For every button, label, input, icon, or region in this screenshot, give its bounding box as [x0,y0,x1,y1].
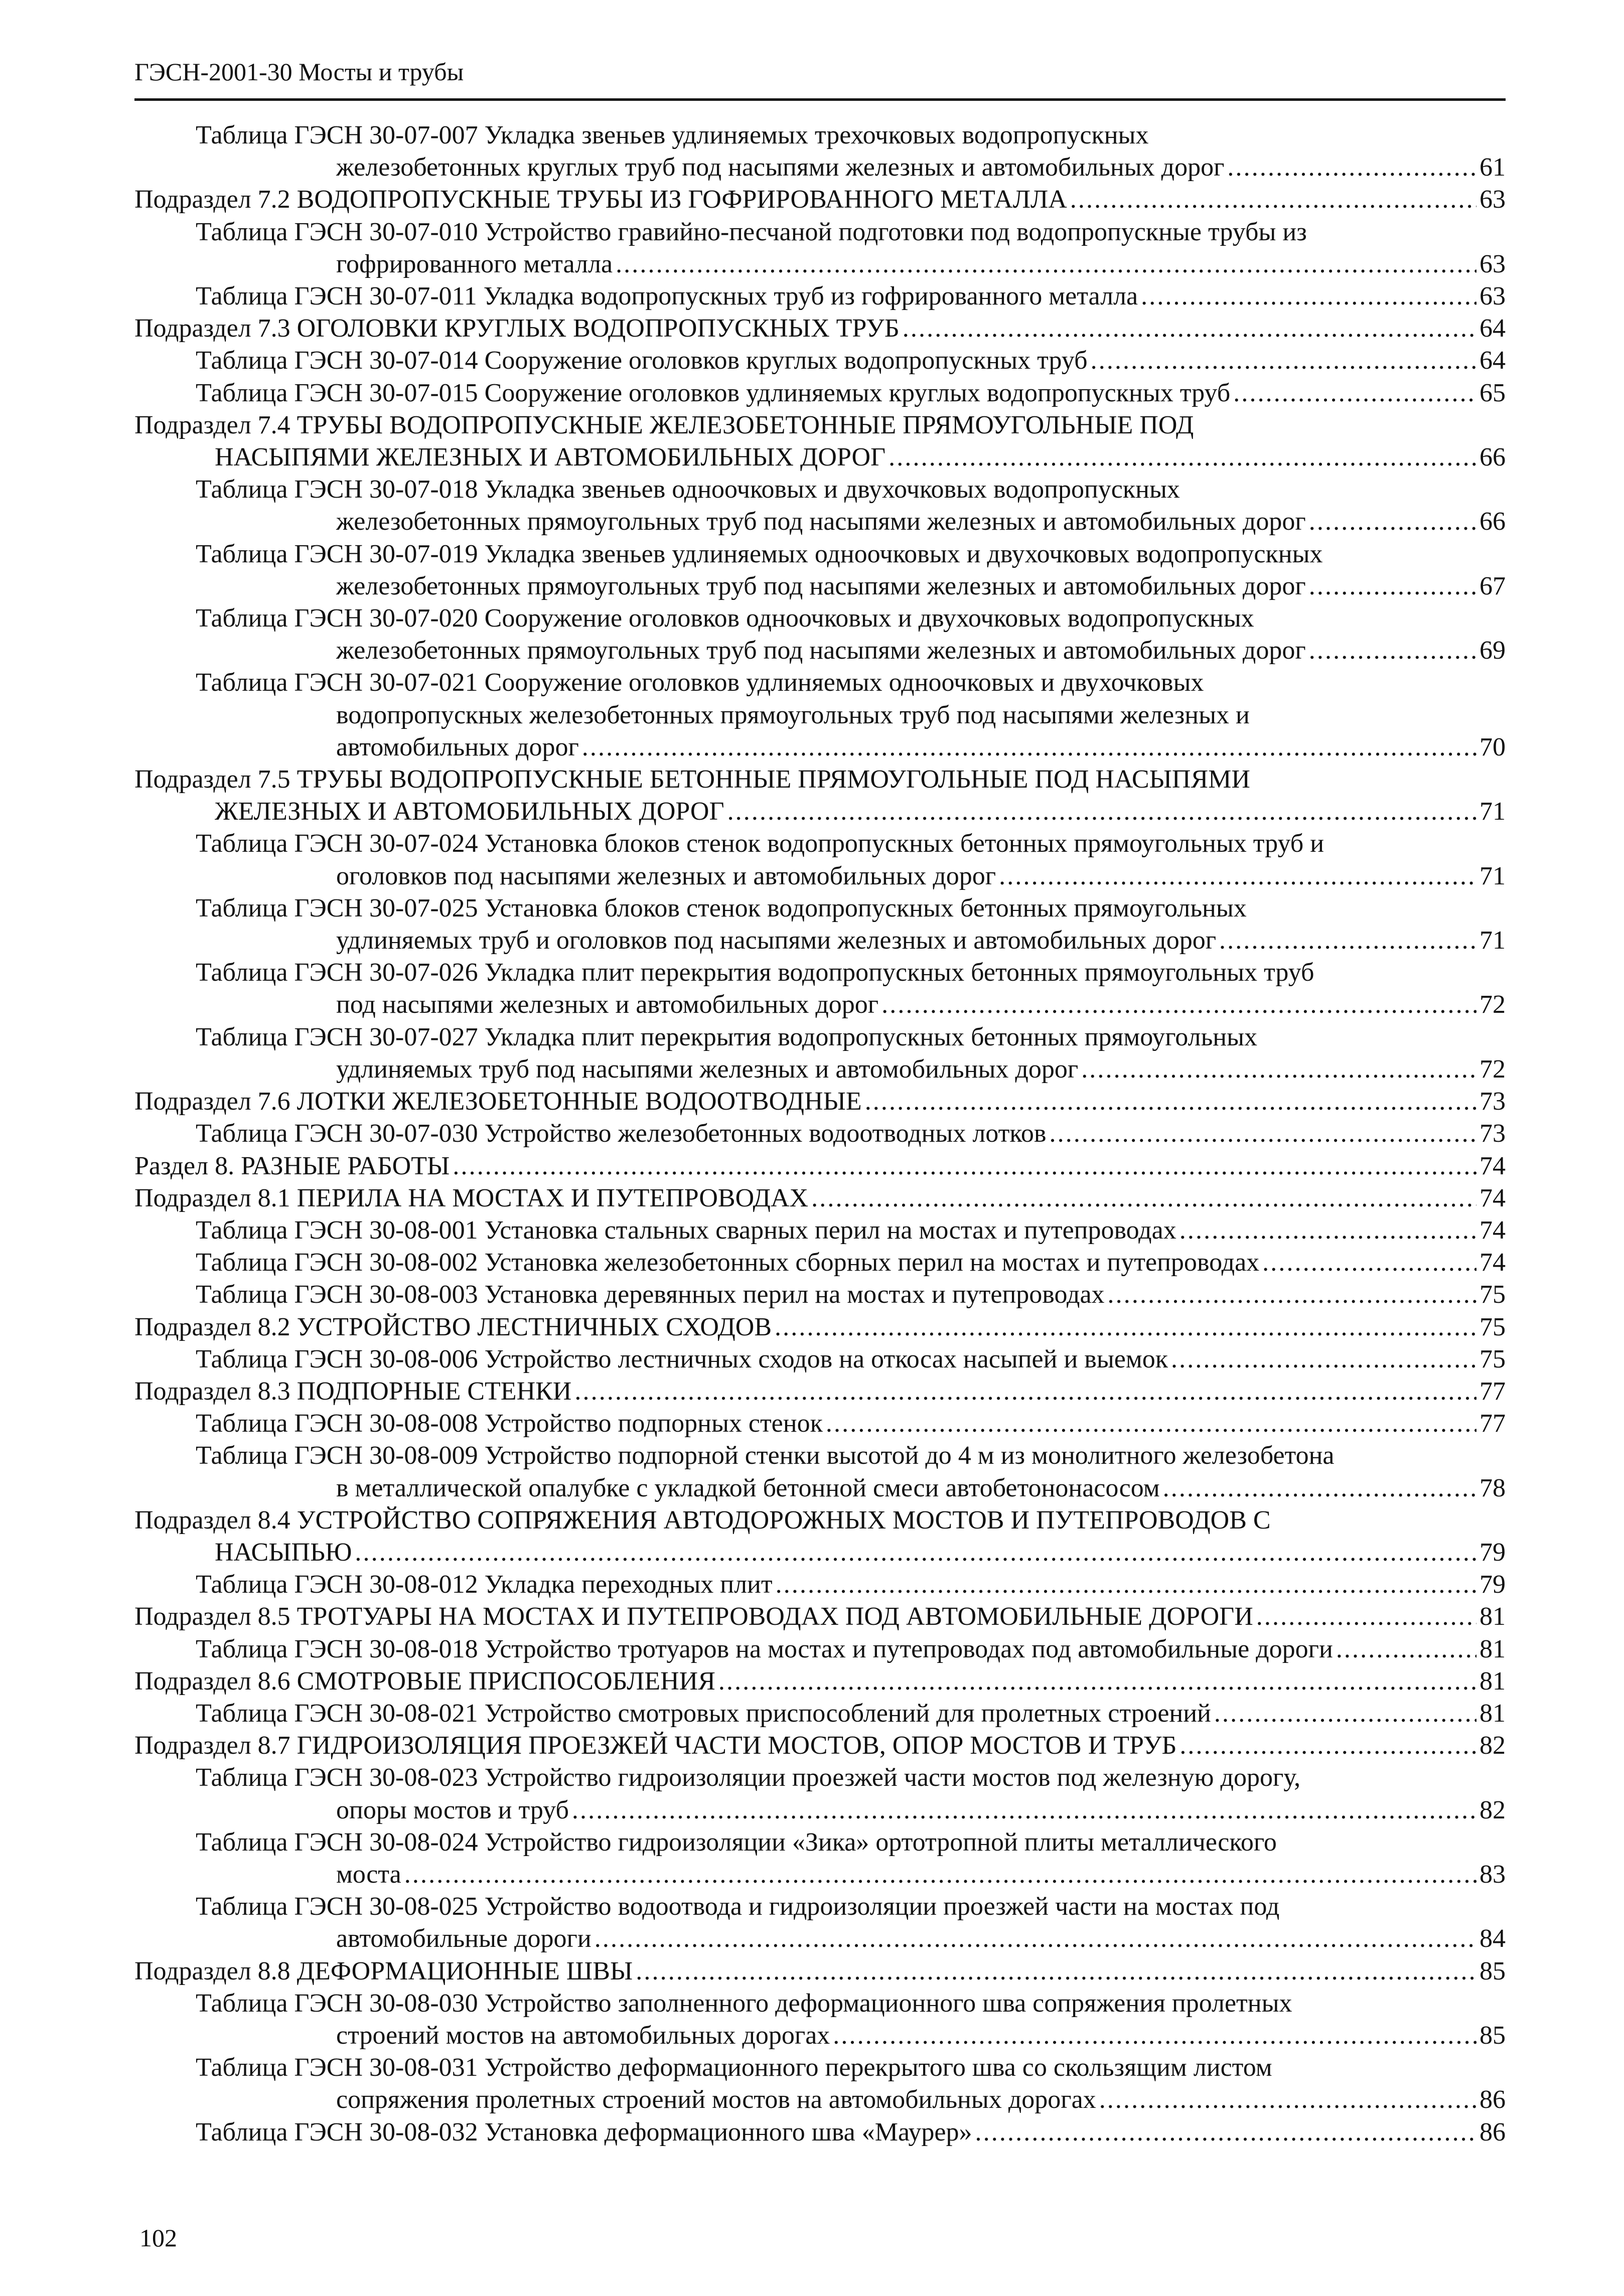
toc-section-entry [134,313,1506,345]
dot-leader [595,1923,1477,1955]
toc-section-entry [134,1086,1506,1118]
toc-page-number: 83 [1480,1860,1506,1889]
toc-entry-row [196,280,1506,313]
toc-section-entry [134,1504,1506,1569]
toc-entry-row [196,1247,1506,1279]
dot-leader [1179,1214,1477,1247]
toc-page-number: 74 [1480,1151,1506,1180]
toc-table-entry [134,828,1506,892]
toc-page-number: 73 [1480,1119,1506,1148]
dot-leader [1262,1247,1477,1279]
toc-table-entry [134,1698,1506,1730]
dot-leader [1081,1053,1477,1086]
toc-page-number: 70 [1480,732,1506,761]
dot-leader [826,1408,1477,1440]
page-number: 102 [139,2224,177,2252]
toc-page-number: 73 [1480,1087,1506,1116]
dot-leader [1214,1698,1477,1730]
toc-entry-text: в металлической опалубке с укладкой бетонной смеси автобетононасосом [336,1473,1160,1502]
dot-leader [572,1794,1477,1826]
toc-table-entry [134,1279,1506,1311]
toc-entry-text: Подраздел 8.6 СМОТРОВЫЕ ПРИСПОСОБЛЕНИЯ [134,1666,715,1696]
toc-page-number: 63 [1480,282,1506,311]
toc-entry-text: Раздел 8. РАЗНЫЕ РАБОТЫ [134,1151,450,1180]
toc-page-number: 63 [1480,249,1506,278]
toc-table-entry [134,892,1506,957]
dot-leader [404,1859,1477,1891]
toc-entry-text: Таблица ГЭСН 30-07-015 Сооружение оголовков удлиняемых круглых водопропускных труб [196,378,1231,407]
dot-leader [1108,1279,1477,1311]
toc-entry-row [196,635,1506,667]
toc-entry-row [196,1279,1506,1311]
toc-entry-text: сопряжения пролетных строений мостов на автомобильных дорогах [336,2085,1096,2114]
toc-entry-text: оголовков под насыпями железных и автомобильных дорог [336,861,996,890]
toc-entry-text: гофрированного металла [336,249,613,278]
dot-leader [453,1150,1477,1182]
dot-leader [1070,184,1477,216]
toc-entry-text: железобетонных прямоугольных труб под насыпями железных и автомобильных дорог [336,636,1306,665]
toc-entry-text: Таблица ГЭСН 30-07-020 Сооружение оголовков одноочковых и двухочковых водопропускных [196,604,1254,633]
toc-page-number: 86 [1480,2085,1506,2114]
toc-entry-text: Таблица ГЭСН 30-08-001 Установка стальных сварных перил на мостах и путепроводах [196,1215,1176,1245]
toc-page-number: 77 [1480,1376,1506,1406]
dot-leader [811,1182,1477,1214]
toc-entry-row [196,248,1506,280]
header-rule [134,98,1506,101]
toc-entry-row [134,796,1506,828]
toc-entry-text: Подраздел 8.7 ГИДРОИЗОЛЯЦИЯ ПРОЕЗЖЕЙ ЧАСТИ МОСТОВ, ОПОР МОСТОВ И ТРУБ [134,1731,1177,1760]
toc-table-entry [134,1247,1506,1279]
toc-entry-text: строений мостов на автомобильных дорогах [336,2021,830,2050]
toc-entry-text: Таблица ГЭСН 30-07-018 Укладка звеньев одноочковых и двухочковых водопропускных [196,475,1180,504]
toc-page-number: 81 [1480,1634,1506,1663]
dot-leader [616,248,1477,280]
toc-entry-row [196,1118,1506,1150]
toc-entry-row [196,570,1506,602]
toc-entry-row [134,184,1506,216]
toc-table-entry [134,119,1506,184]
toc-page-number: 78 [1480,1473,1506,1502]
toc-entry-text: Таблица ГЭСН 30-08-025 Устройство водоотвода и гидроизоляции проезжей части на мостах под [196,1892,1280,1921]
toc-page-number: 63 [1480,185,1506,214]
dot-leader [776,1569,1477,1601]
toc-entry-text: Таблица ГЭСН 30-07-007 Укладка звеньев удлиняемых трехочковых водопропускных [196,121,1149,149]
toc-entry-row [134,1537,1506,1569]
toc-section-entry [134,1375,1506,1408]
toc-entry-text: железобетонных круглых труб под насыпями железных и автомобильных дорог [336,153,1225,182]
toc-entry-text: удлиняемых труб под насыпями железных и автомобильных дорог [336,1054,1079,1084]
dot-leader [727,796,1477,828]
toc-entry-row [134,1311,1506,1343]
toc-entry-row [196,1698,1506,1730]
toc-page-number: 74 [1480,1183,1506,1212]
toc-entry-text: удлиняемых труб и оголовков под насыпями железных и автомобильных дорог [336,926,1217,955]
toc-page-number: 75 [1480,1312,1506,1341]
toc-entry-row [196,345,1506,377]
toc-page-number: 81 [1480,1666,1506,1696]
toc-page-number: 67 [1480,571,1506,600]
toc-entry-text: Подраздел 7.3 ОГОЛОВКИ КРУГЛЫХ ВОДОПРОПУСКНЫХ ТРУБ [134,314,900,343]
toc-page-number: 64 [1480,314,1506,343]
dot-leader [833,2020,1477,2052]
toc-entry-text: Подраздел 8.1 ПЕРИЛА НА МОСТАХ И ПУТЕПРОВОДАХ [134,1183,809,1212]
toc-section-entry [134,763,1506,828]
dot-leader [1171,1343,1477,1375]
toc-section-entry [134,1311,1506,1343]
toc-entry-row [134,1665,1506,1698]
toc-entry-row [196,1408,1506,1440]
toc-entry-row [196,2116,1506,2149]
toc-entry-text: Таблица ГЭСН 30-07-011 Укладка водопропускных труб из гофрированного металла [196,282,1138,311]
toc-entry-text: под насыпями железных и автомобильных дорог [336,990,879,1019]
toc-entry-text: Таблица ГЭСН 30-07-024 Установка блоков стенок водопропускных бетонных прямоугольных труб и [196,829,1324,858]
dot-leader [865,1086,1477,1118]
toc-entry-text: Подраздел 8.5 ТРОТУАРЫ НА МОСТАХ И ПУТЕПРОВОДАХ ПОД АВТОМОБИЛЬНЫЕ ДОРОГИ [134,1602,1253,1631]
toc-section-entry [134,1665,1506,1698]
toc-entry-row [196,1569,1506,1601]
toc-page-number: 65 [1480,378,1506,407]
toc-section-entry [134,1601,1506,1633]
toc-entry-text: Таблица ГЭСН 30-07-030 Устройство железобетонных водоотводных лотков [196,1119,1047,1148]
toc-page-number: 66 [1480,507,1506,536]
toc-entry-text: НАСЫПЬЮ [215,1538,352,1567]
toc-page-number: 75 [1480,1344,1506,1373]
toc-entry-row [134,313,1506,345]
toc-table-entry [134,2116,1506,2149]
dot-leader [1141,280,1477,313]
toc-table-entry [134,1440,1506,1504]
toc-entry-text: Подраздел 7.6 ЛОТКИ ЖЕЛЕЗОБЕТОННЫЕ ВОДООТВОДНЫЕ [134,1087,862,1116]
toc-entry-text: Таблица ГЭСН 30-08-002 Установка железобетонных сборных перил на мостах и путепроводах [196,1248,1260,1277]
toc-entry-row [196,989,1506,1021]
dot-leader [1309,635,1477,667]
toc-entry-text: Таблица ГЭСН 30-08-023 Устройство гидроизоляции проезжей части мостов под железную дорогу, [196,1763,1301,1792]
toc-table-entry [134,538,1506,602]
dot-leader [999,860,1477,892]
dot-leader [775,1311,1477,1343]
toc-table-entry [134,602,1506,667]
toc-entry-row [134,1601,1506,1633]
toc-page-number: 72 [1480,990,1506,1019]
toc-page-number: 85 [1480,2021,1506,2050]
dot-leader [1163,1472,1477,1504]
toc-entry-row [196,1472,1506,1504]
dot-leader [1256,1601,1477,1633]
toc-entry-text: Подраздел 8.3 ПОДПОРНЫЕ СТЕНКИ [134,1376,572,1406]
dot-leader [1336,1633,1477,1665]
toc-entry-text: автомобильные дороги [336,1924,592,1953]
toc-page-number: 72 [1480,1054,1506,1084]
toc-entry-text: железобетонных прямоугольных труб под насыпями железных и автомобильных дорог [336,571,1306,600]
toc-entry-text: Таблица ГЭСН 30-08-008 Устройство подпорных стенок [196,1409,823,1438]
toc-section-entry [134,184,1506,216]
toc-page-number: 75 [1480,1280,1506,1309]
toc-entry-text: Таблица ГЭСН 30-08-024 Устройство гидроизоляции «Зика» ортотропной плиты металлического [196,1827,1277,1857]
toc-entry-row [196,860,1506,892]
toc-entry-text: Таблица ГЭСН 30-08-018 Устройство тротуаров на мостах и путепроводах под автомобильные дороги [196,1634,1333,1663]
toc-entry-text: Таблица ГЭСН 30-08-031 Устройство деформационного перекрытого шва со скользящим листом [196,2053,1272,2082]
dot-leader [718,1665,1477,1698]
dot-leader [881,989,1477,1021]
toc-table-entry [134,1569,1506,1601]
toc-entry-text: Таблица ГЭСН 30-08-021 Устройство смотровых приспособлений для пролетных строений [196,1699,1211,1728]
dot-leader [636,1955,1477,1987]
table-of-contents [134,119,1506,2149]
toc-section-entry [134,409,1506,474]
toc-entry-text: Таблица ГЭСН 30-07-019 Укладка звеньев удлиняемых одноочковых и двухочковых водопропускных [196,539,1323,568]
toc-entry-text: опоры мостов и труб [336,1795,569,1824]
dot-leader [574,1375,1477,1408]
dot-leader [1049,1118,1477,1150]
toc-table-entry [134,667,1506,763]
toc-entry-text: Таблица ГЭСН 30-07-010 Устройство гравийно-песчаной подготовки под водопропускные трубы из [196,217,1307,246]
toc-page-number: 82 [1480,1795,1506,1824]
toc-entry-row [196,1633,1506,1665]
toc-entry-row [196,1053,1506,1086]
toc-table-entry [134,474,1506,538]
dot-leader [1227,151,1477,184]
toc-entry-row [196,1859,1506,1891]
toc-entry-row [196,1214,1506,1247]
toc-entry-row [134,1086,1506,1118]
toc-entry-row [134,1182,1506,1214]
toc-page-number: 85 [1480,1956,1506,1985]
toc-page-number: 82 [1480,1731,1506,1760]
toc-page-number: 74 [1480,1248,1506,1277]
dot-leader [975,2116,1477,2149]
toc-table-entry [134,957,1506,1021]
toc-entry-row [134,1150,1506,1182]
toc-entry-text: НАСЫПЯМИ ЖЕЛЕЗНЫХ И АВТОМОБИЛЬНЫХ ДОРОГ [215,443,886,472]
toc-page-number: 74 [1480,1215,1506,1245]
toc-entry-text: Таблица ГЭСН 30-07-014 Сооружение оголовков круглых водопропускных труб [196,346,1088,375]
toc-entry-row [196,506,1506,538]
toc-entry-row [134,441,1506,474]
dot-leader [1099,2084,1477,2116]
toc-table-entry [134,1021,1506,1086]
dot-leader [1091,345,1477,377]
toc-table-entry [134,1214,1506,1247]
toc-section-entry [134,1730,1506,1762]
toc-entry-text: Таблица ГЭСН 30-08-003 Установка деревянных перил на мостах и путепроводах [196,1280,1105,1309]
toc-entry-row [196,731,1506,763]
toc-entry-row [196,1923,1506,1955]
dot-leader [1219,925,1477,957]
toc-entry-text: Подраздел 8.8 ДЕФОРМАЦИОННЫЕ ШВЫ [134,1956,633,1985]
toc-entry-text: Подраздел 7.2 ВОДОПРОПУСКНЫЕ ТРУБЫ ИЗ ГОФРИРОВАННОГО МЕТАЛЛА [134,185,1067,214]
toc-entry-text: железобетонных прямоугольных труб под насыпями железных и автомобильных дорог [336,507,1306,536]
toc-page-number: 71 [1480,797,1506,826]
toc-page-number: 61 [1480,153,1506,182]
toc-page-number: 81 [1480,1699,1506,1728]
dot-leader [355,1537,1477,1569]
toc-page-number: 69 [1480,636,1506,665]
toc-page-number: 66 [1480,443,1506,472]
toc-page-number: 86 [1480,2117,1506,2147]
dot-leader [1309,506,1477,538]
toc-entry-row [134,1955,1506,1987]
toc-table-entry [134,345,1506,377]
toc-entry-text: Таблица ГЭСН 30-07-025 Установка блоков стенок водопропускных бетонных прямоугольных [196,893,1247,923]
dot-leader [1309,570,1477,602]
toc-entry-row [196,1343,1506,1375]
toc-section-entry [134,1182,1506,1214]
toc-entry-text: Таблица ГЭСН 30-07-027 Укладка плит перекрытия водопропускных бетонных прямоугольных [196,1022,1258,1051]
toc-table-entry [134,216,1506,280]
toc-entry-text: Таблица ГЭСН 30-08-030 Устройство заполненного деформационного шва сопряжения пролетных [196,1988,1292,2018]
toc-page-number: 77 [1480,1409,1506,1438]
toc-page-number: 71 [1480,926,1506,955]
toc-page-number: 79 [1480,1570,1506,1599]
dot-leader [582,731,1477,763]
toc-section-entry [134,1150,1506,1182]
toc-entry-row [134,1730,1506,1762]
toc-page-number: 71 [1480,861,1506,890]
toc-entry-text: Таблица ГЭСН 30-08-012 Укладка переходных плит [196,1570,773,1599]
toc-entry-text: Таблица ГЭСН 30-07-026 Укладка плит перекрытия водопропускных бетонных прямоугольных труб [196,958,1314,987]
toc-entry-row [196,2020,1506,2052]
toc-table-entry [134,1826,1506,1891]
toc-entry-text: Подраздел 7.5 ТРУБЫ ВОДОПРОПУСКНЫЕ БЕТОННЫЕ ПРЯМОУГОЛЬНЫЕ ПОД НАСЫПЯМИ [134,765,1250,794]
dot-leader [889,441,1477,474]
toc-entry-row [196,925,1506,957]
running-header: ГЭСН-2001-30 Мосты и трубы [134,58,464,86]
toc-entry-text: Таблица ГЭСН 30-08-032 Установка деформационного шва «Маурер» [196,2117,972,2147]
toc-page-number: 81 [1480,1602,1506,1631]
toc-table-entry [134,2052,1506,2116]
toc-table-entry [134,1118,1506,1150]
toc-table-entry [134,1891,1506,1955]
toc-page-number: 84 [1480,1924,1506,1953]
dot-leader [1233,377,1477,409]
toc-entry-row [196,151,1506,184]
toc-table-entry [134,377,1506,409]
toc-page-number: 79 [1480,1538,1506,1567]
toc-entry-row [134,1375,1506,1408]
toc-table-entry [134,1633,1506,1665]
toc-entry-row [196,1794,1506,1826]
toc-entry-text: Таблица ГЭСН 30-08-006 Устройство лестничных сходов на откосах насыпей и выемок [196,1344,1168,1373]
toc-page-number: 64 [1480,346,1506,375]
toc-table-entry [134,1762,1506,1826]
toc-entry-text: Подраздел 8.4 УСТРОЙСТВО СОПРЯЖЕНИЯ АВТОДОРОЖНЫХ МОСТОВ И ПУТЕПРОВОДОВ С [134,1505,1271,1535]
toc-entry-text: Таблица ГЭСН 30-07-021 Сооружение оголовков удлиняемых одноочковых и двухочковых [196,668,1204,697]
dot-leader [903,313,1477,345]
toc-section-entry [134,1955,1506,1987]
toc-entry-text: Подраздел 8.2 УСТРОЙСТВО ЛЕСТНИЧНЫХ СХОДОВ [134,1312,772,1341]
toc-entry-text: автомобильных дорог [336,732,579,761]
toc-entry-text: моста [336,1860,401,1889]
toc-table-entry [134,1987,1506,2052]
dot-leader [1179,1730,1477,1762]
toc-entry-row [196,2084,1506,2116]
toc-table-entry [134,1343,1506,1375]
toc-table-entry [134,1408,1506,1440]
toc-entry-text: Подраздел 7.4 ТРУБЫ ВОДОПРОПУСКНЫЕ ЖЕЛЕЗОБЕТОННЫЕ ПРЯМОУГОЛЬНЫЕ ПОД [134,410,1194,439]
toc-entry-row [196,377,1506,409]
toc-entry-text: Таблица ГЭСН 30-08-009 Устройство подпорной стенки высотой до 4 м из монолитного железобетона [196,1441,1335,1470]
toc-entry-text: ЖЕЛЕЗНЫХ И АВТОМОБИЛЬНЫХ ДОРОГ [215,797,724,826]
toc-entry-text: водопропускных железобетонных прямоугольных труб под насыпями железных и [336,700,1250,729]
toc-table-entry [134,280,1506,313]
